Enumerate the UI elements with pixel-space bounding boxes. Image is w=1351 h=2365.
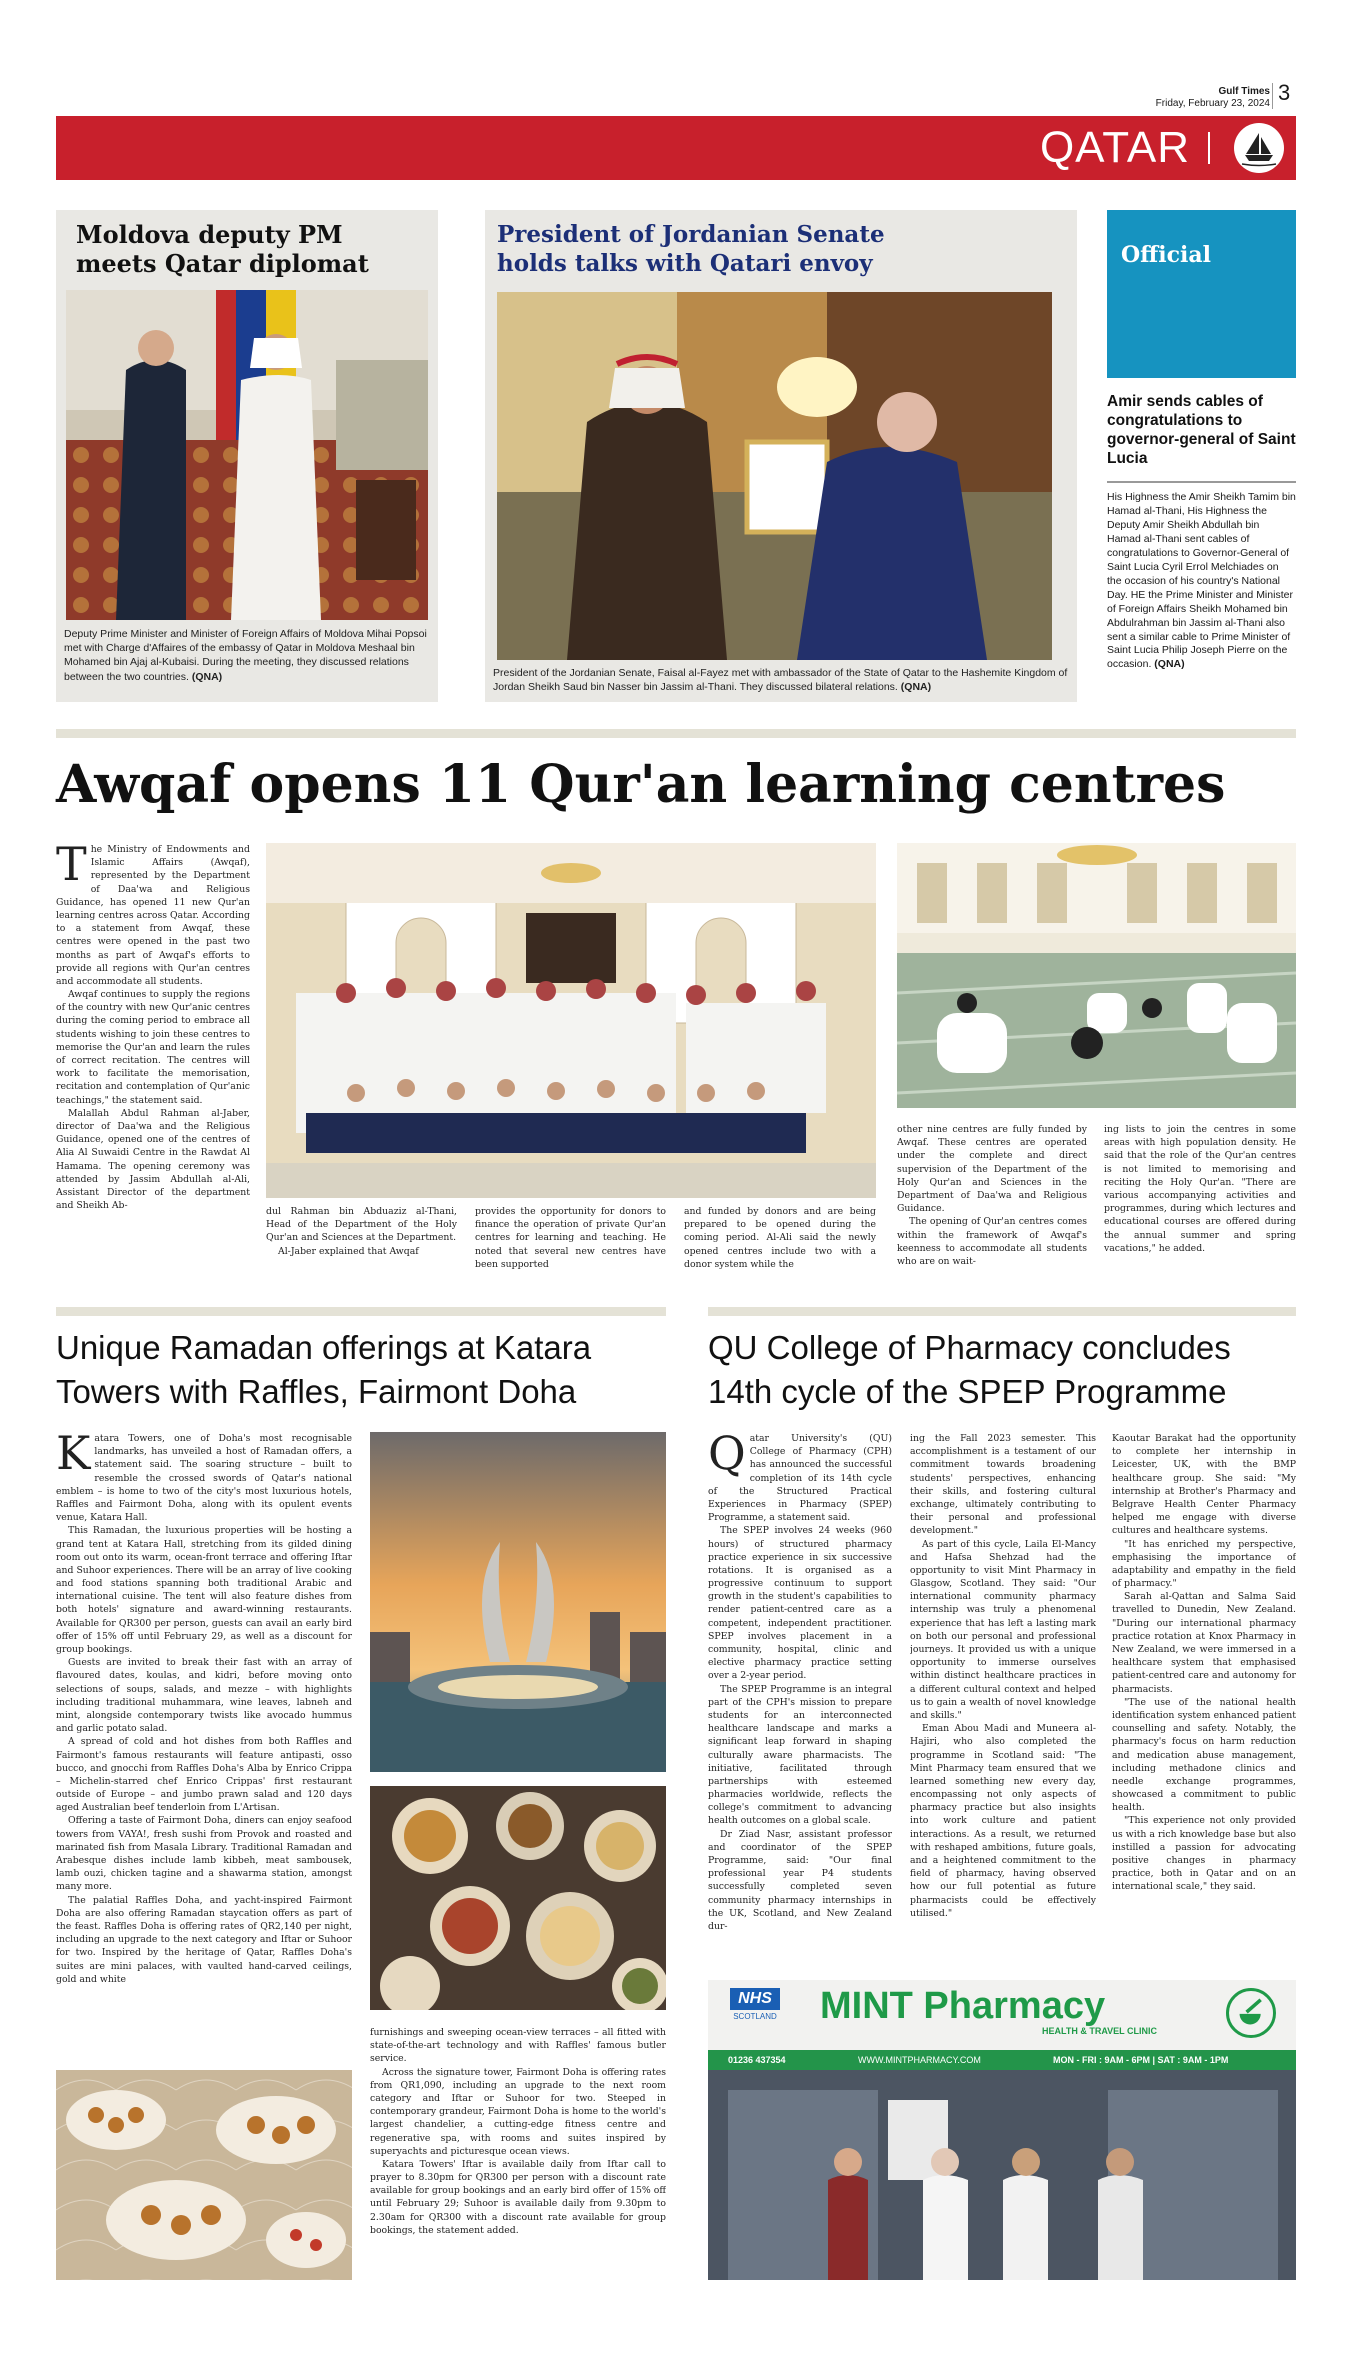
section-rule [56, 729, 1296, 738]
pharmacy-sign [708, 1980, 1296, 2050]
official-tag: Official [1121, 242, 1211, 268]
pharmacy-info-strip [708, 2050, 1296, 2070]
pharmacy-storefront [708, 2070, 1296, 2280]
para: The palatial Raffles Doha, and yacht-inspired Fairmont Doha are also offering Ramadan staycation offers as part of the feast. Raffles Doha is offering rates of QR2,140 per night, including an upgrade to the next category and Iftar or Suhoor for two. Inspired by the heritage of Qatar, Raffles Doha's suites are mini palaces, with vaulted hand-carved ceilings, gold and white [56, 1894, 352, 1985]
headline-line: holds talks with Qatari envoy [497, 250, 873, 277]
para: This Ramadan, the luxurious properties will be hosting a grand tent at Katara Hall, stretching from its gilded dining room out onto its warm, ocean-front terrace and offering Iftar and Suhoor experiences. There will be an array of live cooking and food stations spanning both traditional Arabic and international cuisine. The tent will also feature dishes from both hotels' signature and award-winning restaurants. Available for QR300 per person, guests can avail an early bird offer of 15% off until February 29, as well as a discount for group bookings. [56, 1525, 352, 1655]
para: and funded by donors and are being prepared to be opened during the coming period. Al-Ali said the newly opened centres include two with a donor system while the [684, 1206, 876, 1270]
para: As part of this cycle, Laila El-Mancy and Hafsa Shehzad had the opportunity to visit Mint Pharmacy in Glasgow, Scotland. They said: "Our international community pharmacy internship was truly a phenomenal experience that has left a lasting mark on both our personal and professional journeys. It provided us with a unique opportunity to immerse ourselves within distinct healthcare practices in a different cultural context and helped us to gain a wealth of novel knowledge and skills." [910, 1538, 1096, 1721]
photo-jordan-meeting [497, 292, 1052, 660]
headline-line: meets Qatar diplomat [76, 249, 369, 278]
para: he Ministry of Endowments and Islamic Affairs (Awqaf), represented by the Department of Daa'wa and Religious Guidance, has opened 11 new Qur'an learning centres across Qatar. According to a statement from Awqaf, these centres were opened in the past two months as part of Awqaf's efforts to provide all regions with Qur'an centres and accommodate all students. [56, 844, 250, 987]
qu-rule [708, 1307, 1296, 1316]
katara-rule [56, 1307, 666, 1316]
brief-moldova-headline [76, 220, 369, 278]
nhs-text: NHS [730, 1988, 780, 2010]
para: "It has enriched my perspective, emphasising the importance of adaptability and empathy in the field of pharmacy." [1112, 1538, 1296, 1590]
dropcap: Q [708, 1432, 746, 1480]
para: Offering a taste of Fairmont Doha, diners can enjoy seafood towers from VAYA!, fresh sushi from Provok and roasted and marinated fish from Masala Library. Traditional Ramadan and Arabesque dishes include lamb kibbeh, meat sambousek, lamb ouzi, chicken tagine and a shawarma station, amongst many more. [56, 1815, 352, 1893]
para: other nine centres are fully funded by Awqaf. These centres are operated under the complete and direct supervision of the Department of the Holy Qur'an and Sciences in the Department of Daa'wa and Religious Guidance. [897, 1124, 1087, 1215]
photo-awqaf-class [897, 843, 1296, 1108]
pharmacy-phone: 01236 437354 [728, 2055, 786, 2065]
caption-text: President of the Jordanian Senate, Faisal al-Fayez met with ambassador of the State of Qatar to the Hashemite Kingdom of Jordan Sheikh Saud bin Nasser bin Jassim al-Thani. They discussed bilateral relations. [493, 667, 1068, 694]
photo-mint-pharmacy [708, 1980, 1296, 2280]
brief-jordan-caption [493, 666, 1068, 694]
para: "The use of the national health identification system enhanced patient counselling and safety. Notably, the pharmacy's focus on harm reduction and medication abuse management, including methadone clinics and needle exchange programmes, showcased a commitment to public health. [1112, 1696, 1296, 1814]
official-tag-box [1107, 210, 1296, 378]
para: Across the signature tower, Fairmont Doha is offering rates from QR1,090, including an upgrade to the next room category and Iftar or Suhoor for two. Steeped in contemporary grandeur, Fairmont Doha is home to the world's largest chandelier, a cutting-edge fitness centre and regenerative spa, with rooms and suites inspired by superyachts and picturesque ocean views. [370, 2066, 666, 2157]
qu-col3 [1112, 1432, 1296, 1968]
official-headline: Amir sends cables of congratulations to governor-general of Saint Lucia [1107, 393, 1296, 467]
awqaf-col4 [684, 1205, 876, 1283]
pharmacy-web: WWW.MINTPHARMACY.COM [858, 2055, 981, 2065]
para: Guests are invited to break their fast with an array of flavoured dates, koulas, and kidri, before moving onto selections of soups, salads, and mezze – with highlights including traditional muhammara, wine leaves, labneh and mint, alongside contemporary twists like avocado hummus and garlic potato salad. [56, 1657, 352, 1735]
awqaf-col6 [1104, 1123, 1296, 1283]
brief-moldova-caption [64, 627, 432, 684]
nhs-logo [730, 1988, 780, 2021]
headline-line: QU College of Pharmacy concludes [708, 1329, 1231, 1366]
para: atara Towers, one of Doha's most recognisable landmarks, has unveiled a host of Ramadan offers, a statement said. The soaring structure – built to resemble the crossed swords of Qatar's national emblem – is home to two of the city's most luxurious hotels, Raffles and Fairmont Doha, along with its opulent events venue, Katara Hall. [56, 1433, 352, 1524]
official-credit: (QNA) [1154, 658, 1185, 671]
pharmacy-tagline: HEALTH & TRAVEL CLINIC [1042, 2026, 1157, 2036]
section-title: QATAR [1039, 123, 1190, 172]
qu-col2 [910, 1432, 1096, 1968]
section-banner [56, 116, 1296, 180]
headline-line: President of Jordanian Senate [497, 221, 885, 248]
official-body [1107, 491, 1296, 672]
official-rule [1107, 481, 1296, 483]
pharmacy-brand: MINT Pharmacy [820, 1985, 1106, 2027]
headline-line: Moldova deputy PM [76, 220, 343, 249]
para: dul Rahman bin Abduaziz al-Thani, Head of the Department of the Holy Qur'an and Sciences at the Department. [266, 1206, 457, 1244]
para: A spread of cold and hot dishes from both Raffles and Fairmont's famous restaurants will feature antipasti, osso bucco, and gnocchi from Raffles Doha's Alba by Enrico Crippa – Michelin-starred chef Enrico Crippas' first restaurant outside of Europe – and jumbo prawn salad and 120 days aged Australian beef tenderloin from L'Artisan. [56, 1736, 352, 1814]
pharmacy-hours: MON - FRI : 9AM - 6PM | SAT : 9AM - 1PM [1053, 2055, 1229, 2065]
para: Kaoutar Barakat had the opportunity to complete her internship in Leicester, UK, with the BMP healthcare group. She said: "My internship at Brother's Pharmacy and Belgrave Health Center Pharmacy helped me engage with diverse cultures and healthcare systems. [1112, 1433, 1296, 1537]
photo-ramadan-dishes [370, 1786, 666, 2010]
awqaf-col1 [56, 843, 250, 1283]
photo-awqaf-group [266, 843, 876, 1198]
brief-moldova [56, 210, 438, 702]
para: The SPEP Programme is an integral part of the CPH's mission to prepare students for an interconnected healthcare landscape and marks a significant leap forward in shaping culturally aware pharmacists. The initiative, facilitated through partnerships with esteemed pharmacies worldwide, reflects the college's commitment to advancing health outcomes on a global scale. [708, 1683, 892, 1827]
brief-jordan [485, 210, 1077, 702]
pestle-icon [1226, 1988, 1276, 2038]
katara-col2 [370, 2026, 666, 2291]
para: Sarah al-Qattan and Salma Said travelled to Dunedin, New Zealand. "During our international pharmacy practice rotation at Knox Pharmacy in New Zealand, we were immersed in a healthcare system that emphasised patient-centred care and autonomy for pharmacists. [1112, 1591, 1296, 1695]
awqaf-col5 [897, 1123, 1087, 1283]
awqaf-headline: Awqaf opens 11 Qur'an learning centres [56, 754, 1226, 815]
caption-text: Deputy Prime Minister and Minister of Foreign Affairs of Moldova Mihai Popsoi met with Charge d'Affaires of the embassy of Qatar in Moldova Meshaal bin Mohamed bin Ajaj al-Kubaisi. During the meeting, they discussed relations between the two countries. [64, 628, 427, 683]
page-number: 3 [1278, 80, 1291, 105]
para: ing the Fall 2023 semester. This accomplishment is a testament of our commitment towards broadening students' perspectives, enhancing their skills, and fostering cultural exchange, ultimately contributing to their personal and professional development." [910, 1433, 1096, 1537]
headline-line: 14th cycle of the SPEP Programme [708, 1373, 1227, 1410]
katara-col1 [56, 1432, 352, 2057]
para: Malallah Abdul Rahman al-Jaber, director of Daa'wa and the Religious Guidance, opened one of the centres of Alia Al Suwaidi Centre in the Rawdat Al Hamama. The opening ceremony was attended by Jassim Abdullah al-Ali, Assistant Director of the department and Sheikh Ab- [56, 1107, 250, 1212]
header-divider [1272, 83, 1273, 109]
para: ing lists to join the centres in some areas with high population density. He said that the role of the Qur'an centres is not limited to memorising and reciting the Holy Qur'an. "There are various accompanying activities and programmes, during which lectures and educational courses are offered during the annual summer and spring vacations," he added. [1104, 1124, 1296, 1254]
awqaf-col3 [475, 1205, 666, 1283]
headline-line: Towers with Raffles, Fairmont Doha [56, 1373, 577, 1410]
katara-headline [56, 1326, 676, 1414]
para: Al-Jaber explained that Awqaf [278, 1245, 419, 1257]
caption-credit: (QNA) [191, 670, 223, 683]
para: Eman Abou Madi and Muneera al-Hajiri, who also completed the programme in Scotland said: "The Mint Pharmacy team ensured that we learned something new every day, encompassing not only aspects of pharmacy practice but also insights into work culture and patient interactions. As a result, we returned with reshaped ambitions, future goals, and a heightened commitment to the field of pharmacy, having observed how our full potential as future pharmacists could be effectively utilised." [910, 1723, 1096, 1919]
headline-line: Unique Ramadan offerings at Katara [56, 1329, 592, 1366]
awqaf-col2 [266, 1205, 457, 1283]
photo-ramadan-sweets [56, 2070, 352, 2280]
dhow-icon [1234, 123, 1284, 173]
para: "This experience not only provided us with a rich knowledge base but also instilled a passion for advocating positive changes in pharmacy practice, both in Qatar and on an international scale," they said. [1112, 1815, 1296, 1893]
para: Dr Ziad Nasr, assistant professor and coordinator of the SPEP Programme, said: "Our final professional year P4 students successfully completed seven community pharmacy internships in the UK, Scotland, and New Zealand dur- [708, 1828, 892, 1932]
para: provides the opportunity for donors to finance the operation of private Qur'an centres for learning and teaching. He noted that several new centres have been supported [475, 1206, 666, 1270]
brief-jordan-headline [497, 220, 885, 278]
qu-headline [708, 1326, 1308, 1414]
caption-credit: (QNA) [900, 681, 932, 694]
photo-moldova-meeting [66, 290, 428, 620]
publication-date: Friday, February 23, 2024 [1155, 98, 1270, 109]
scotland-text: SCOTLAND [733, 2012, 777, 2021]
para: furnishings and sweeping ocean-view terraces – all fitted with state-of-the-art technology and with Raffles' famous butler service. [370, 2027, 666, 2065]
para: atar University's (QU) College of Pharmacy (CPH) has announced the successful completion of its 14th cycle of the Structured Practical Experiences in Pharmacy (SPEP) Programme, a statement said. [708, 1433, 892, 1524]
dropcap: T [56, 843, 87, 891]
photo-katara-towers [370, 1432, 666, 1772]
para: The SPEP involves 24 weeks (960 hours) of structured pharmacy practice experience in six successive rotations. It is organised as a progressive continuum to support growth in the student's capabilities to render patient-centred care as a competent, independent practitioner. SPEP involves placement in a community, hospital, clinic and elective pharmacy practice setting over a 2-year period. [708, 1525, 892, 1682]
para: Katara Towers' Iftar is available daily from Iftar call to prayer to 8.30pm for QR300 per person with a discount rate available for group bookings and an early bird offer of 15% off until February 29; Suhoor is available daily from 9.30pm to 2.30am for QR300 with a discount rate available for group bookings, the statement added. [370, 2158, 666, 2236]
banner-divider [1208, 132, 1210, 164]
publication-name: Gulf Times [1218, 86, 1270, 97]
dropcap: K [56, 1432, 91, 1480]
para: Awqaf continues to supply the regions of the country with new Qur'anic centres during the coming period to embrace all students wishing to join these centres to memorise the Qur'an and learn the rules of correct recitation. The centres will work to facilitate the memorisation, recitation and contemplation of Qur'anic teachings," the statement said. [56, 989, 250, 1106]
masthead-meta [1130, 86, 1270, 110]
para: The opening of Qur'an centres comes within the framework of Awqaf's keenness to accommodate all students who are on wait- [897, 1216, 1087, 1267]
official-body-text: His Highness the Amir Sheikh Tamim bin Hamad al-Thani, His Highness the Deputy Amir Sheikh Abdullah bin Hamad al-Thani sent cables of congratulations to Governor-General of Saint Lucia Cyril Errol Melchiades on the occasion of his country's National Day. HE the Prime Minister and Minister of Foreign Affairs Sheikh Mohamed bin Abdulrahman bin Jassim al-Thani also sent a similar cable to Prime Minister of Saint Lucia Philip Joseph Pierre on the occasion. [1107, 491, 1296, 671]
qu-col1 [708, 1432, 892, 1968]
